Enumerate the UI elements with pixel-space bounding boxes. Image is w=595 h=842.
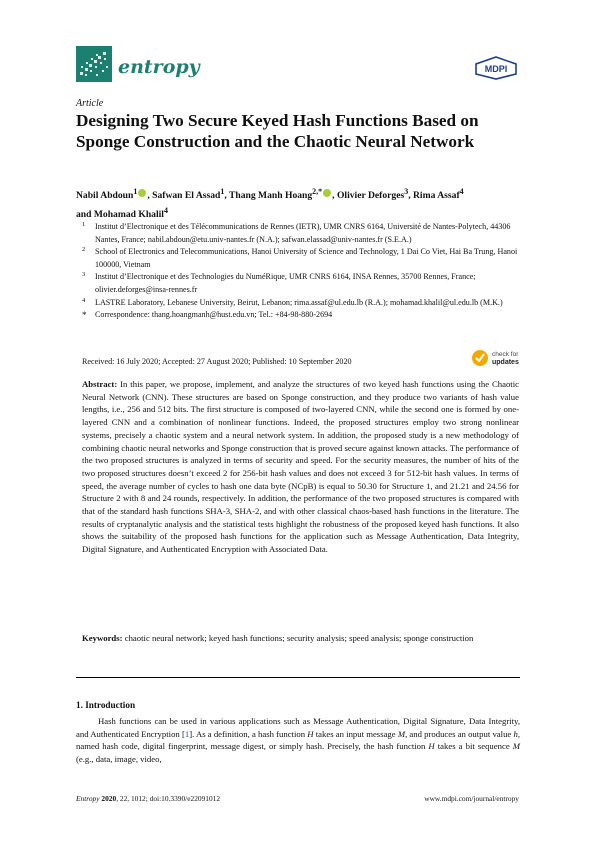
intro-text: takes an input message — [313, 728, 398, 739]
author-affil-sup: 1 — [220, 187, 225, 196]
affiliation-item — [82, 297, 527, 310]
intro-text: , and produces an output value — [405, 728, 514, 739]
author-affil-sup: 2,* — [312, 187, 323, 196]
affiliation-item — [82, 221, 527, 246]
keywords — [82, 632, 519, 645]
check-for-updates-badge[interactable] — [470, 346, 530, 370]
correspondence-marker: * — [82, 310, 87, 321]
intro-text: (e.g., data, image, video, — [76, 753, 162, 764]
section-divider — [76, 677, 520, 678]
intro-text: takes a bit sequence — [434, 741, 513, 752]
footer-journal: Entropy — [76, 794, 100, 803]
mdpi-logo — [474, 56, 518, 80]
intro-text: , named hash code, digital fingerprint, message digest, or simply hash. Precisely, the hash function — [76, 728, 520, 752]
author-name: , Safwan El Assad — [147, 190, 221, 202]
author-name: and Mohamad Khalil — [76, 208, 164, 220]
affiliation-item — [82, 271, 527, 296]
updates-badge-line2: updates — [492, 359, 519, 366]
author-name: Nabil Abdoun — [76, 190, 134, 202]
intro-text: ]. As a definition, a hash function — [189, 728, 308, 739]
author-name: , Thang Manh Hoang — [224, 190, 313, 202]
author-name: , Olivier Deforges — [332, 190, 405, 202]
section-heading: 1. Introduction — [76, 700, 136, 710]
introduction-paragraph — [76, 715, 520, 765]
abstract-text: In this paper, we propose, implement, and analyze the structures of two keyed hash functions using the Chaotic Neural Network (CNN). These structures are based on Sponge construction, and they produce two variants of hash value lengths, i.e., 256 and 512 bits. The first structure is composed of two-layered CNN, while the second one is formed by one-layered CNN and a combination of nonlinear functions. Indeed, the proposed structures employ two strong nonlinear systems, precisely a chaotic system and a neural network system. In addition, the proposed study is a new methodology of combining chaotic neural networks and Sponge construction that is proved secure against known attacks. The performance of the two proposed structures is analyzed in terms of security and speed. For the security measures, the number of hits of the two proposed structures doesn’t exceed 2 for 256-bit hash values and does not exceed 3 for 512-bit hash values. In terms of speed, the average number of cycles to hash one data byte (NCpB) is equal to 50.30 for Structure 1, and 21.21 and 24.56 for Structure 2 with 8 and 24 rounds, respectively. In addition, the performance of the two proposed structures is compared with that of the standard hash functions SHA-3, SHA-2, and with other classical chaos-based hash functions in the literature. The results of cryptanalytic analysis and the statistical tests highlight the robustness of the proposed keyed hash functions. It also shows the suitability of the proposed hash functions for the application such as Message Authentication, Data Integrity, Digital Signature, and Authenticated Encryption with Associated Data. — [82, 379, 519, 555]
publisher-name: MDPI — [484, 64, 508, 74]
author-name: , Rima Assaf — [408, 190, 460, 202]
correspondence-text: Correspondence: thang.hoangmanh@hust.edu.vn; Tel.: +84-98-880-2694 — [95, 310, 333, 320]
intro-text: Hash functions can be used in various applications such as Message Authentication, Digital Signature, Data Integrity, and Authenticated Encryption [ — [76, 716, 520, 739]
footer-url[interactable]: www.mdpi.com/journal/entropy — [424, 794, 519, 803]
math-symbol: H — [428, 741, 435, 752]
journal-name: entropy — [118, 56, 200, 78]
affiliation-text: Institut d’Electronique et des Télécommunications de Rennes (IETR), UMR CNRS 6164, Université de Nantes-Polytech, 44306 Nantes, France; nabil.abdoun@etu.univ-nantes.fr (N.A.); safwan.elassad@univ-nantes.fr (S.E.A.) — [95, 222, 511, 244]
math-symbol: h — [513, 728, 518, 739]
journal-logo — [76, 46, 112, 82]
affiliation-number: 2 — [82, 246, 86, 254]
affiliation-text: LASTRE Laboratory, Lebanese University, Beirut, Lebanon; rima.assaf@ul.edu.lb (R.A.); mohamad.khalil@ul.edu.lb (M.K.) — [95, 297, 503, 307]
math-symbol: H — [307, 728, 314, 739]
abstract — [82, 378, 519, 556]
orcid-icon[interactable] — [138, 189, 146, 197]
orcid-icon[interactable] — [323, 189, 331, 197]
updates-badge-line1: check for — [492, 351, 519, 358]
paper-title: Designing Two Secure Keyed Hash Functions Based on Sponge Construction and the Chaotic Neural Network — [76, 111, 479, 151]
reference-link[interactable]: 1 — [184, 728, 190, 739]
footer-doi: , 22, 1012; doi:10.3390/e22091012 — [116, 794, 221, 803]
author-affil-sup: 3 — [404, 187, 409, 196]
affiliations — [82, 221, 527, 322]
article-type: Article — [76, 98, 104, 109]
affiliation-text: Institut d’Electronique et des Technologies du NuméRique, UMR CNRS 6164, INSA Rennes, 35700 Rennes, France; olivier.deforges@insa-rennes.fr — [95, 272, 476, 294]
abstract-label: Abstract: — [82, 379, 118, 389]
affiliation-number: 1 — [82, 221, 86, 228]
publication-dates: Received: 16 July 2020; Accepted: 27 August 2020; Published: 10 September 2020 — [82, 357, 352, 366]
correspondence-item — [82, 309, 527, 322]
author-affil-sup: 4 — [459, 187, 464, 196]
footer-year: 2020 — [99, 794, 117, 803]
keywords-text: chaotic neural network; keyed hash functions; security analysis; speed analysis; sponge construction — [122, 633, 474, 643]
affiliation-number: 4 — [82, 296, 86, 304]
math-symbol: M — [397, 728, 406, 739]
author-affil-sup: 1 — [133, 187, 138, 196]
author-affil-sup: 4 — [163, 205, 168, 215]
math-symbol: M — [512, 741, 520, 752]
affiliation-number: 3 — [82, 271, 86, 279]
footer-citation — [76, 794, 220, 803]
affiliation-item — [82, 246, 527, 271]
keywords-label: Keywords: — [82, 633, 123, 643]
affiliation-text: School of Electronics and Telecommunications, Hanoi University of Science and Technology, 1 Dai Co Viet, Hai Ba Trung, Hanoi 100000, Vietnam — [95, 247, 518, 269]
author-list — [76, 185, 526, 222]
